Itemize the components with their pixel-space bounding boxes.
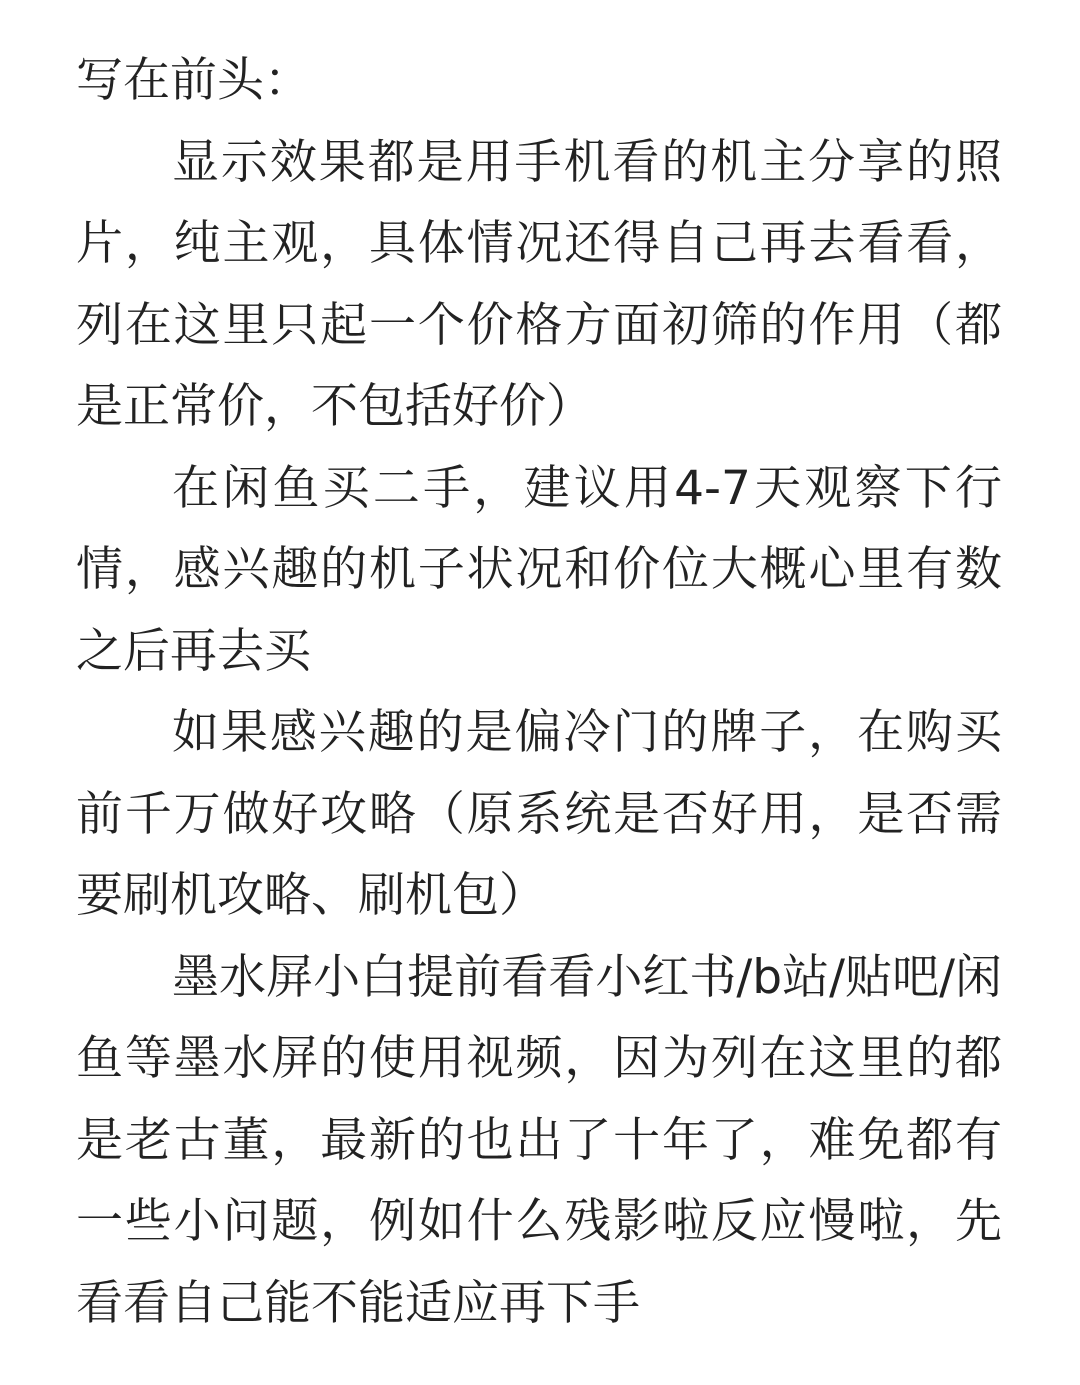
paragraph-buy-on-xianyu: 在闲鱼买二手，建议用4-7天观察下行情，感兴趣的机子状况和价位大概心里有数之后再去买 <box>76 460 1002 679</box>
note-heading: 写在前头： <box>76 53 311 108</box>
paragraph-eink-beginners: 墨水屏小白提前看看小红书/b站/贴吧/闲鱼等墨水屏的使用视频，因为列在这里的都是老古董，最新的也出了十年了，难免都有一些小问题，例如什么残影啦反应慢啦，先看看自己能不能适应再下手 <box>76 949 1002 1331</box>
paragraph-display-effect: 显示效果都是用手机看的机主分享的照片，纯主观，具体情况还得自己再去看看，列在这里只起一个价格方面初筛的作用（都是正常价，不包括好价） <box>76 134 1002 434</box>
paragraph-niche-brands: 如果感兴趣的是偏冷门的牌子，在购买前千万做好攻略（原系统是否好用，是否需要刷机攻略、刷机包） <box>76 705 1002 923</box>
